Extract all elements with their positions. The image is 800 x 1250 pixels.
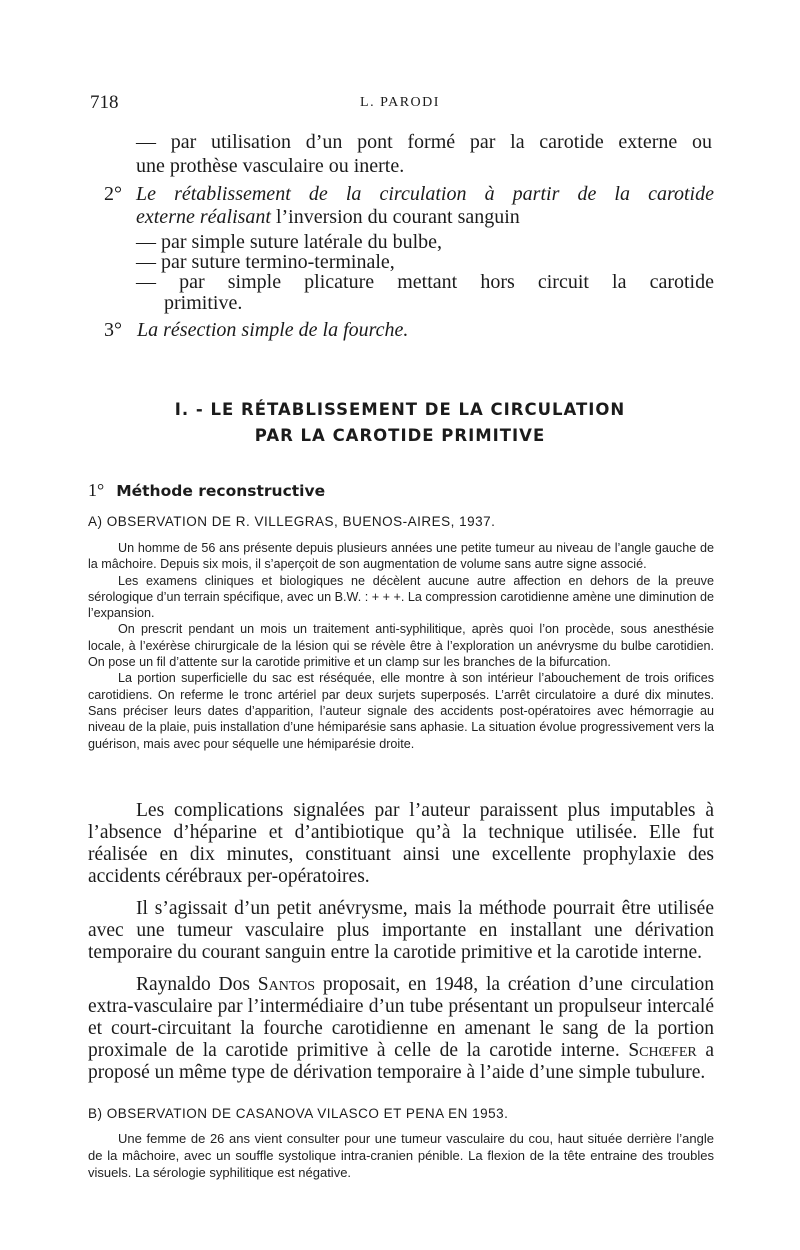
observation-a-paragraph: La portion superficielle du sac est réséquée, elle montre à son intérieur l’abouchement de trois orifices carotidiens. On referme le tronc artériel par deux surjets superposés. L’arrêt circulatoire a duré dix minutes. Sans préciser leurs dates d’apparition, l’auteur signale des accidents post-opératoires avec hémorragie au niveau de la plaie, puis installation d’une hémiparésie sans aphasie. La situation évolue progressivement vers la guérison, mais avec pour séquelle une hémiparésie droite. bbox=[88, 671, 714, 751]
observation-a-paragraph: Les examens cliniques et biologiques ne décèlent aucune autre affection en dehors de la preuve sérologique d’un terrain spécifique, avec un B.W. : + + +. La compression carotidienne amène une diminution de l’expansion. bbox=[88, 573, 714, 621]
item-2-title-rest: l’inversion du courant sanguin bbox=[270, 206, 520, 228]
subitem-termino-terminal: — par suture termino-terminale, bbox=[136, 251, 395, 273]
observation-b-title: B) OBSERVATION DE CASANOVA VILASCO ET PENA EN 1953. bbox=[88, 1106, 509, 1121]
text-run: proposait, en 1948, la création d’une circulation extra-vasculaire par l’intermédiaire d’un tube présentant un propulseur intercalé et court-circuitant la fourche carotidienne en amenant le sang de la portion proximale de la carotide primitive à celle de la carotide interne. bbox=[88, 974, 715, 1061]
running-head: L. PARODI bbox=[360, 95, 440, 110]
section-title-line-2: PAR LA CAROTIDE PRIMITIVE bbox=[254, 426, 546, 445]
item-3 bbox=[104, 320, 704, 340]
author-name-santos: Santos bbox=[257, 974, 316, 995]
text-run: a proposé un même type de dérivation temporaire à l’aide d’une simple tubulure. bbox=[88, 1040, 715, 1083]
observation-a-paragraph: Un homme de 56 ans présente depuis plusieurs années une petite tumeur au niveau de l’angle gauche de la mâchoire. Depuis six mois, il s’aperçoit de son augmentation de volume sans autre signe associé. bbox=[88, 541, 714, 572]
intro-continuation bbox=[136, 132, 712, 176]
subitem-plication-line-2: primitive. bbox=[164, 292, 243, 314]
author-name-schoefer: Schœfer bbox=[628, 1040, 697, 1061]
item-2-title-italic: externe réalisant bbox=[136, 206, 271, 228]
item-3-title: La résection simple de la fourche. bbox=[137, 319, 409, 341]
item-2-number: 2° bbox=[104, 183, 122, 205]
observation-a-paragraph: On prescrit pendant un mois un traitement anti-syphilitique, après quoi l’on procède, sous anesthésie locale, à l’exérèse chirurgicale de la lésion qui se révèle être à l’exploration un anévrysme du bulbe carotidien. On pose un fil d’attente sur la carotide primitive et un clamp sur les branches de la bifurcation. bbox=[88, 622, 714, 670]
discussion-paragraph bbox=[88, 974, 714, 1084]
subitem-lateral-suture: — par simple suture latérale du bulbe, bbox=[136, 231, 443, 253]
item-2-title-line-1: Le rétablissement de la circulation à partir de la carotide bbox=[136, 183, 714, 205]
observation-a-text bbox=[88, 540, 714, 752]
observation-b-text bbox=[88, 1130, 714, 1181]
item-3-number: 3° bbox=[104, 319, 122, 341]
subsection-number: 1° bbox=[88, 480, 105, 500]
item-2-subitems bbox=[136, 232, 714, 313]
observation-a-title: A) OBSERVATION DE R. VILLEGRAS, BUENOS-AIRES, 1937. bbox=[88, 514, 496, 529]
subsection-heading bbox=[88, 480, 325, 501]
intro-line-1: — par utilisation d’un pont formé par la carotide externe ou bbox=[136, 131, 712, 153]
page-header bbox=[0, 92, 800, 118]
page-number: 718 bbox=[90, 92, 119, 113]
intro-line-2: une prothèse vasculaire ou inerte. bbox=[136, 155, 405, 177]
subitem-plication-line-1: — par simple plicature mettant hors circuit la carotide bbox=[136, 271, 714, 293]
section-title-line-1: I. - LE RÉTABLISSEMENT DE LA CIRCULATION bbox=[174, 400, 626, 419]
item-2-title-line-2 bbox=[136, 207, 714, 227]
observation-b-paragraph: Une femme de 26 ans vient consulter pour une tumeur vasculaire du cou, haut située derrière l’angle de la mâchoire, avec un souffle systolique intra-cranien pénible. La flexion de la tête entraine des troubles visuels. La sérologie syphilitique est négative. bbox=[88, 1131, 714, 1180]
subsection-label: Méthode reconstructive bbox=[116, 482, 326, 500]
discussion-text bbox=[88, 800, 714, 1084]
discussion-paragraph: Il s’agissait d’un petit anévrysme, mais la méthode pourrait être utilisée avec une tumeur vasculaire plus importante en installant une dérivation temporaire du courant sanguin entre la carotide primitive et la carotide interne. bbox=[88, 898, 714, 963]
text-run: Raynaldo Dos bbox=[136, 974, 258, 995]
discussion-paragraph: Les complications signalées par l’auteur paraissent plus imputables à l’absence d’héparine et d’antibiotique qu’à la technique utilisée. Elle fut réalisée en dix minutes, constituant ainsi une excellente prophylaxie des accidents cérébraux per-opératoires. bbox=[88, 800, 714, 887]
